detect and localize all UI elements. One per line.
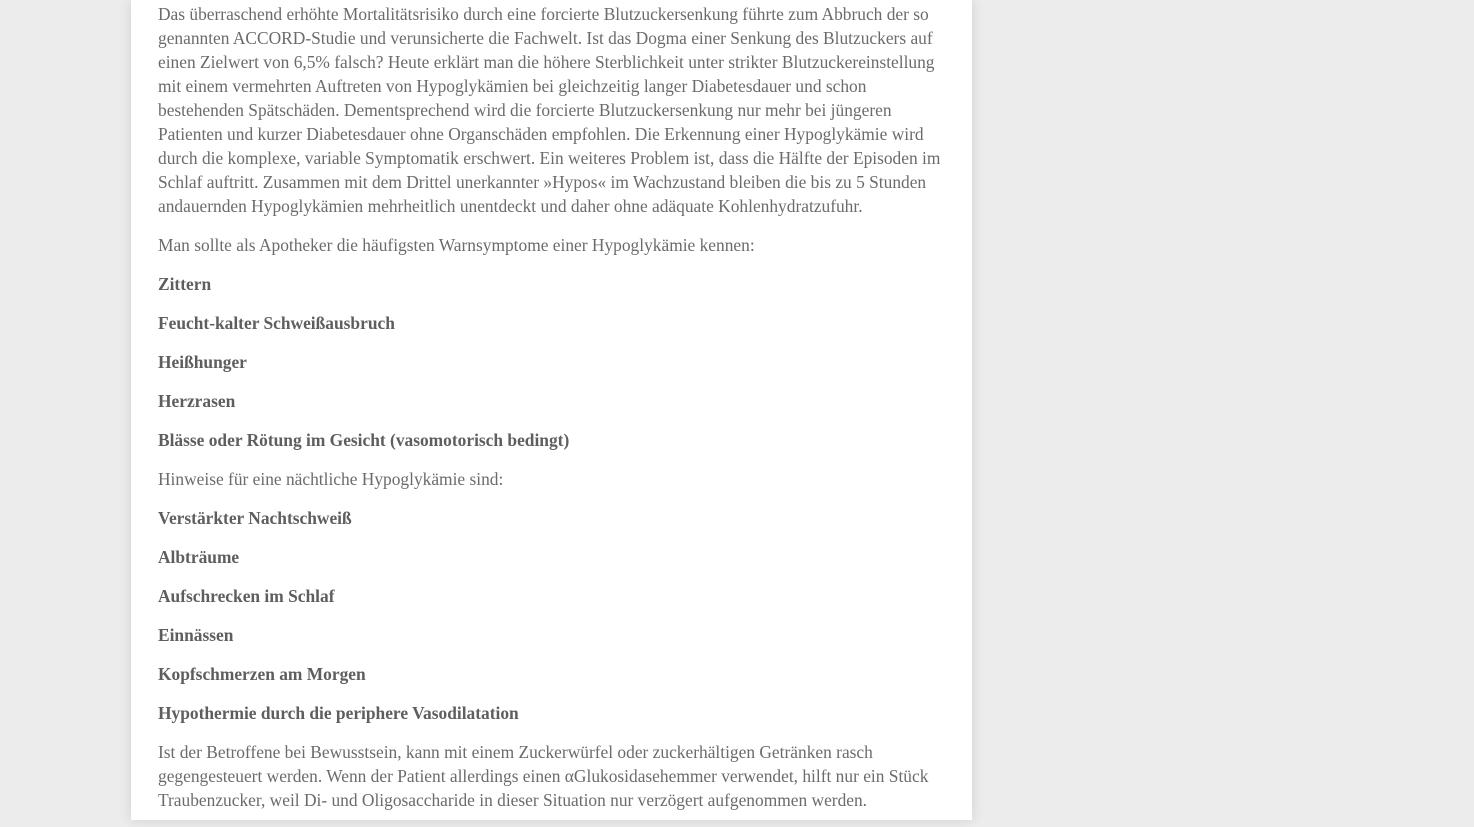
- night-sign-item: Kopfschmerzen am Morgen: [158, 664, 366, 684]
- night-sign-item: Einnässen: [158, 625, 234, 645]
- closing-paragraph: Ist der Betroffene bei Bewusstsein, kann mit einem Zuckerwürfel oder zuckerhältigen Getränken rasch gegengesteuert werden. Wenn der Patient allerdings einen αGlukosidasehemmer verwendet, hilft nur ein Stück Traubenzucker, weil Di- und Oligosaccharide in dieser Situation nur verzögert aufgenommen werden.: [158, 742, 929, 810]
- symptom-item: Blässe oder Rötung im Gesicht (vasomotorisch bedingt): [158, 430, 570, 450]
- night-sign-item: Albträume: [158, 547, 240, 567]
- night-sign-item: Verstärkter Nachtschweiß: [158, 508, 352, 528]
- night-signs-intro: Hinweise für eine nächtliche Hypoglykämie sind:: [158, 469, 504, 489]
- warning-symptoms-intro: Man sollte als Apotheker die häufigsten Warnsymptome einer Hypoglykämie kennen:: [158, 235, 755, 255]
- symptom-item: Feucht-kalter Schweißausbruch: [158, 313, 395, 333]
- night-sign-item: Hypothermie durch die periphere Vasodilatation: [158, 703, 519, 723]
- symptom-item: Heißhunger: [158, 352, 247, 372]
- night-sign-item: Aufschrecken im Schlaf: [158, 586, 335, 606]
- article-body: [158, 2, 948, 827]
- symptom-item: Herzrasen: [158, 391, 236, 411]
- intro-paragraph: Das überraschend erhöhte Mortalitätsrisiko durch eine forcierte Blutzuckersenkung führte zum Abbruch der so genannten ACCORD-Studie und verunsicherte die Fachwelt. Ist das Dogma einer Senkung des Blutzuckers auf einen Zielwert von 6,5% falsch? Heute erklärt man die höhere Sterblichkeit unter strikter Blutzuckereinstellung mit einem vermehrten Auftreten von Hypoglykämien bei gleichzeitig langer Diabetesdauer und schon bestehenden Spätschäden. Dementsprechend wird die forcierte Blutzuckersenkung nur mehr bei jüngeren Patienten und kurzer Diabetesdauer ohne Organschäden empfohlen. Die Erkennung einer Hypoglykämie wird durch die komplexe, variable Symptomatik erschwert. Ein weiteres Problem ist, dass die Hälfte der Episoden im Schlaf auftritt. Zusammen mit dem Drittel unerkannter »Hypos« im Wachzustand bleiben die bis zu 5 Stunden andauernden Hypoglykämien mehrheitlich unentdeckt und daher ohne adäquate Kohlenhydratzufuhr.: [158, 4, 941, 216]
- symptom-item: Zittern: [158, 274, 212, 294]
- article-page: [131, 0, 972, 820]
